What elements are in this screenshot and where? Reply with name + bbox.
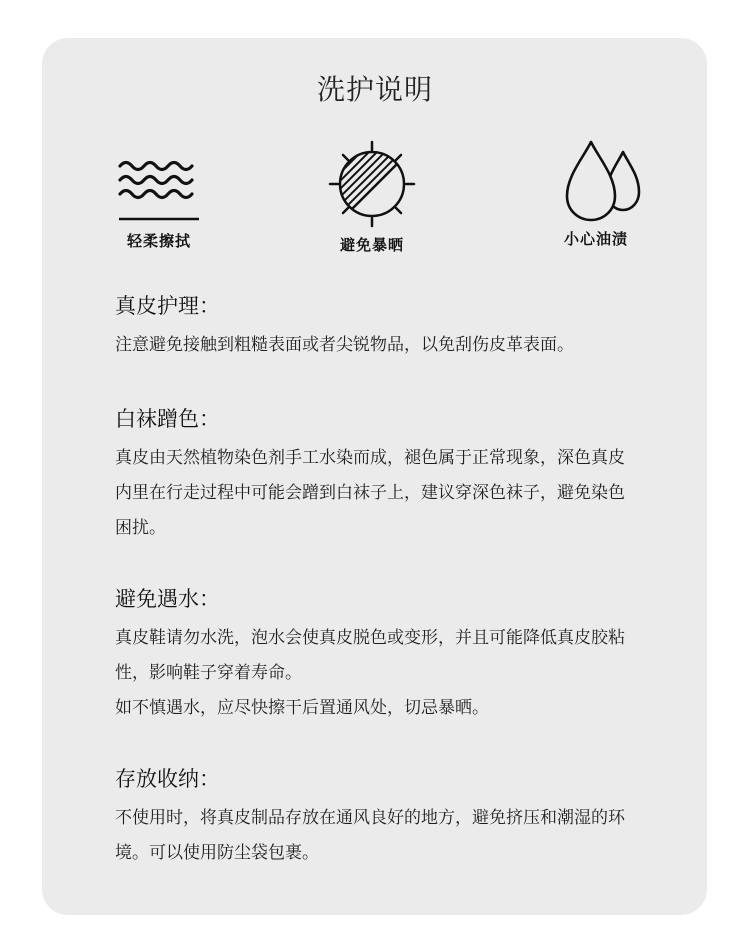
icon-oil-stains: [542, 140, 650, 249]
section-body: [115, 441, 640, 546]
section-title: 白袜蹭色：: [115, 407, 220, 431]
section-body: [115, 801, 640, 871]
icon-wipe-gently: [105, 156, 213, 251]
section-white-socks: [115, 403, 640, 546]
wave-icon: [114, 156, 204, 224]
section-title: 真皮护理：: [115, 294, 220, 318]
section-text: 真皮鞋请勿水洗，泡水会使真皮脱色或变形，并且可能降低真皮胶粘性，影响鞋子穿着寿命。: [115, 628, 625, 683]
icon-label-sun: 避免暴晒: [339, 236, 404, 254]
icon-avoid-sun: [318, 140, 426, 255]
section-leather-care: [115, 290, 640, 363]
section-storage: [115, 763, 640, 871]
section-body: [115, 328, 640, 363]
section-avoid-water: [115, 583, 640, 726]
section-body: [115, 621, 640, 726]
section-text: 真皮由天然植物染色剂手工水染而成，褪色属于正常现象，深色真皮内里在行走过程中可能会蹭到白袜子上，建议穿深色袜子，避免染色困扰。: [115, 448, 625, 538]
section-text: 不使用时，将真皮制品存放在通风良好的地方，避免挤压和潮湿的环境。可以使用防尘袋包裹。: [115, 808, 625, 863]
section-title: 存放收纳：: [115, 767, 220, 791]
section-title: 避免遇水：: [115, 587, 220, 611]
section-text: 如不慎遇水，应尽快擦干后置通风处，切忌暴晒。: [115, 698, 489, 718]
drops-icon: [551, 140, 641, 222]
icon-label-wipe: 轻柔擦拭: [126, 232, 191, 250]
page-title: 洗护说明: [316, 73, 433, 106]
icon-label-oil: 小心油渍: [563, 230, 628, 248]
sun-icon: [327, 140, 417, 228]
section-text: 注意避免接触到粗糙表面或者尖锐物品，以免刮伤皮革表面。: [115, 335, 574, 355]
